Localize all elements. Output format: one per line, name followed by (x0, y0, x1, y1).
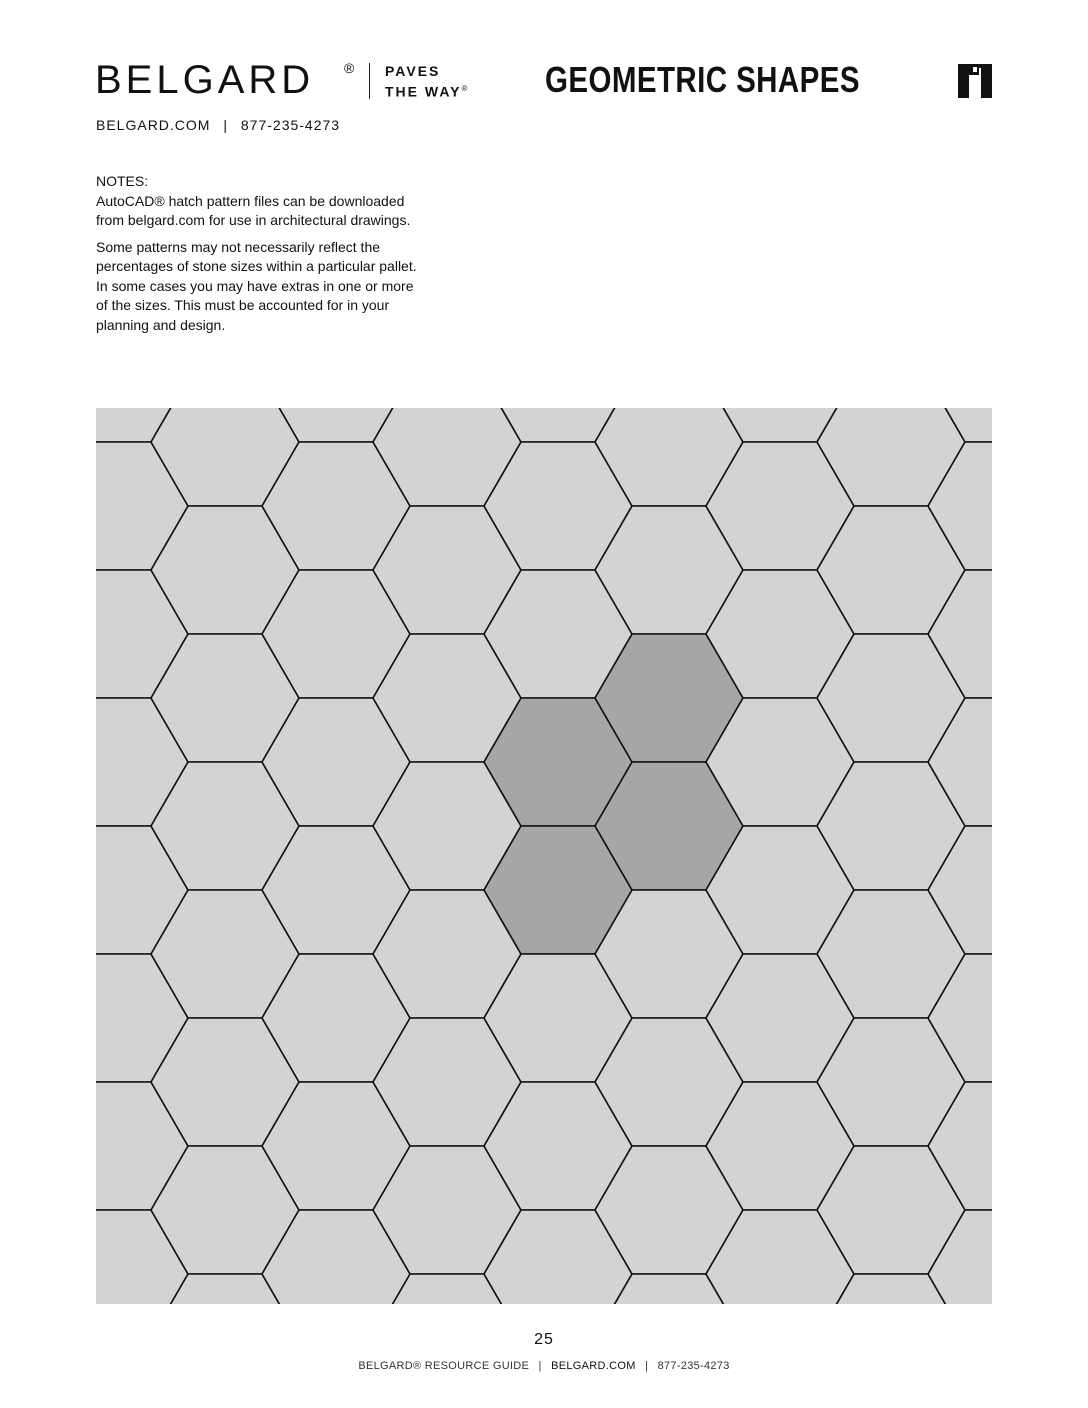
notes-paragraph-2: Some patterns may not necessarily reflect the percentages of stone sizes within a particular pallet. In some cases you may have extras in one or more of the sizes. This must be accounted for in your planning and design. (96, 238, 417, 333)
hexagon-pattern-illustration (96, 408, 992, 1304)
brand-logo-wordmark: BELGARD (95, 58, 315, 102)
header-website-link[interactable]: BELGARD.COM (96, 117, 211, 133)
footer-guide-title: BELGARD® RESOURCE GUIDE (358, 1360, 530, 1372)
belgard-monogram-icon (958, 64, 992, 98)
brand-registered-mark: ® (344, 60, 355, 76)
tagline-line-2: THE WAY® (385, 83, 470, 100)
footer-website-link[interactable]: BELGARD.COM (551, 1360, 636, 1372)
footer (0, 1360, 1088, 1372)
header-phone[interactable]: 877-235-4273 (240, 117, 341, 133)
tagline-line-1: PAVES (385, 63, 441, 79)
footer-phone[interactable]: 877-235-4273 (657, 1360, 730, 1372)
page-number: 25 (534, 1331, 554, 1348)
tagline-registered-mark: ® (461, 84, 470, 93)
brand-divider (369, 63, 370, 99)
footer-separator-2: | (645, 1360, 649, 1372)
header-contact (96, 116, 340, 134)
notes-heading: NOTES: (96, 173, 149, 189)
page-title: GEOMETRIC SHAPES (545, 59, 860, 100)
footer-separator-1: | (538, 1360, 542, 1372)
notes-paragraph-1: AutoCAD® hatch pattern files can be downloaded from belgard.com for use in architectural drawings. (96, 192, 411, 228)
notes-section (96, 172, 426, 342)
brand-tagline (385, 62, 469, 101)
header-separator: | (223, 117, 228, 133)
